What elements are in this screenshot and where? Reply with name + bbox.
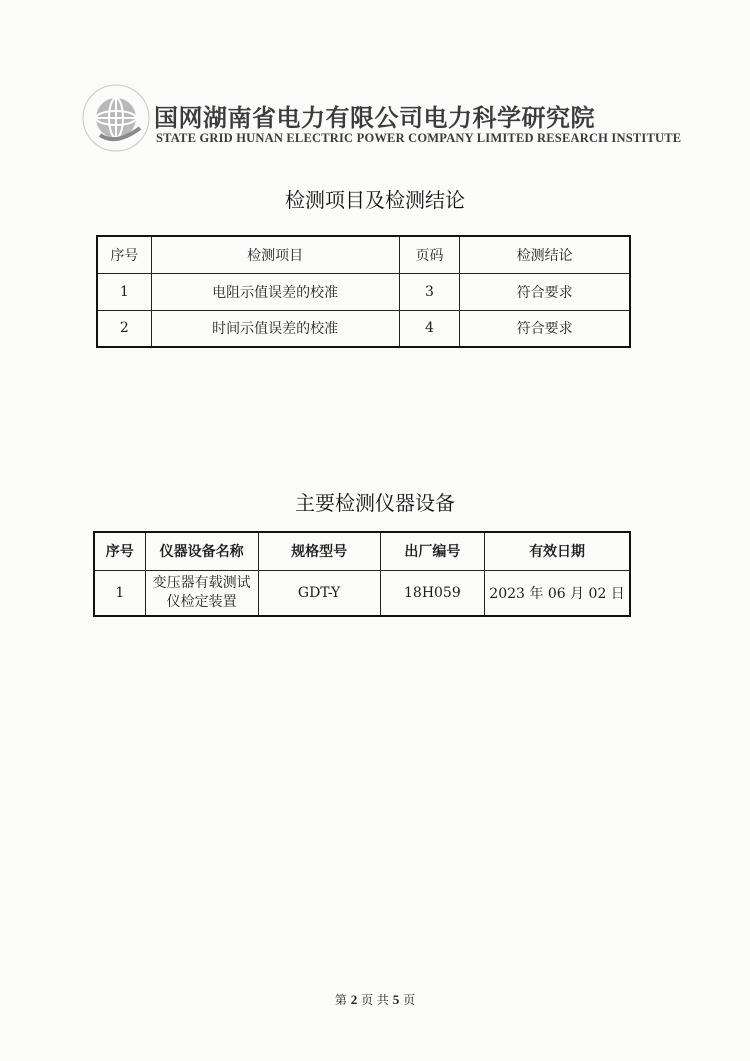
equipment-name: [145, 570, 258, 616]
page-number: 3: [399, 273, 460, 310]
footer-middle: 页 共: [361, 993, 389, 1007]
header-cell: 检测项目: [151, 236, 399, 273]
conclusion: 符合要求: [460, 273, 630, 310]
org-name-en: STATE GRID HUNAN ELECTRIC POWER COMPANY LIMITED RESEARCH INSTITUTE: [156, 131, 682, 145]
header-cell: 规格型号: [258, 532, 380, 570]
equipment-name-line: 变压器有载测试: [152, 574, 251, 591]
equipment-serial: 18H059: [380, 570, 485, 616]
header-cell: 序号: [94, 532, 145, 570]
table-row: [94, 570, 630, 616]
header-cell: 序号: [97, 236, 151, 273]
test-item-name: 电阻示值误差的校准: [151, 273, 399, 310]
header-cell: 仪器设备名称: [145, 532, 258, 570]
equipment-valid-date: 2023 年 06 月 02 日: [485, 570, 630, 616]
state-grid-logo-icon: [78, 80, 154, 156]
equipment-model: GDT-Y: [258, 570, 380, 616]
table-header-row: [94, 532, 630, 570]
page-number: 4: [399, 310, 460, 347]
current-page: 2: [350, 992, 358, 1007]
table-row: [97, 273, 630, 310]
test-items-title: 检测项目及检测结论: [285, 188, 465, 212]
conclusion: 符合要求: [460, 310, 630, 347]
header-cell: 出厂编号: [380, 532, 485, 570]
table-row: [97, 310, 630, 347]
org-name-cn: 国网湖南省电力有限公司电力科学研究院: [154, 104, 595, 132]
header-cell: 页码: [399, 236, 460, 273]
row-number: 1: [94, 570, 145, 616]
header-cell: 有效日期: [485, 532, 630, 570]
footer-prefix: 第: [334, 993, 347, 1007]
equipment-title: 主要检测仪器设备: [295, 491, 455, 515]
row-number: 2: [97, 310, 151, 347]
total-pages: 5: [392, 992, 400, 1007]
header-cell: 检测结论: [460, 236, 630, 273]
test-item-name: 时间示值误差的校准: [151, 310, 399, 347]
letterhead: [78, 80, 682, 160]
table-header-row: [97, 236, 630, 273]
page-footer: [0, 991, 750, 1008]
equipment-name-line: 仪检定装置: [166, 593, 237, 610]
equipment-table: [93, 531, 631, 617]
row-number: 1: [97, 273, 151, 310]
footer-suffix: 页: [403, 993, 416, 1007]
test-items-table: [96, 235, 631, 348]
